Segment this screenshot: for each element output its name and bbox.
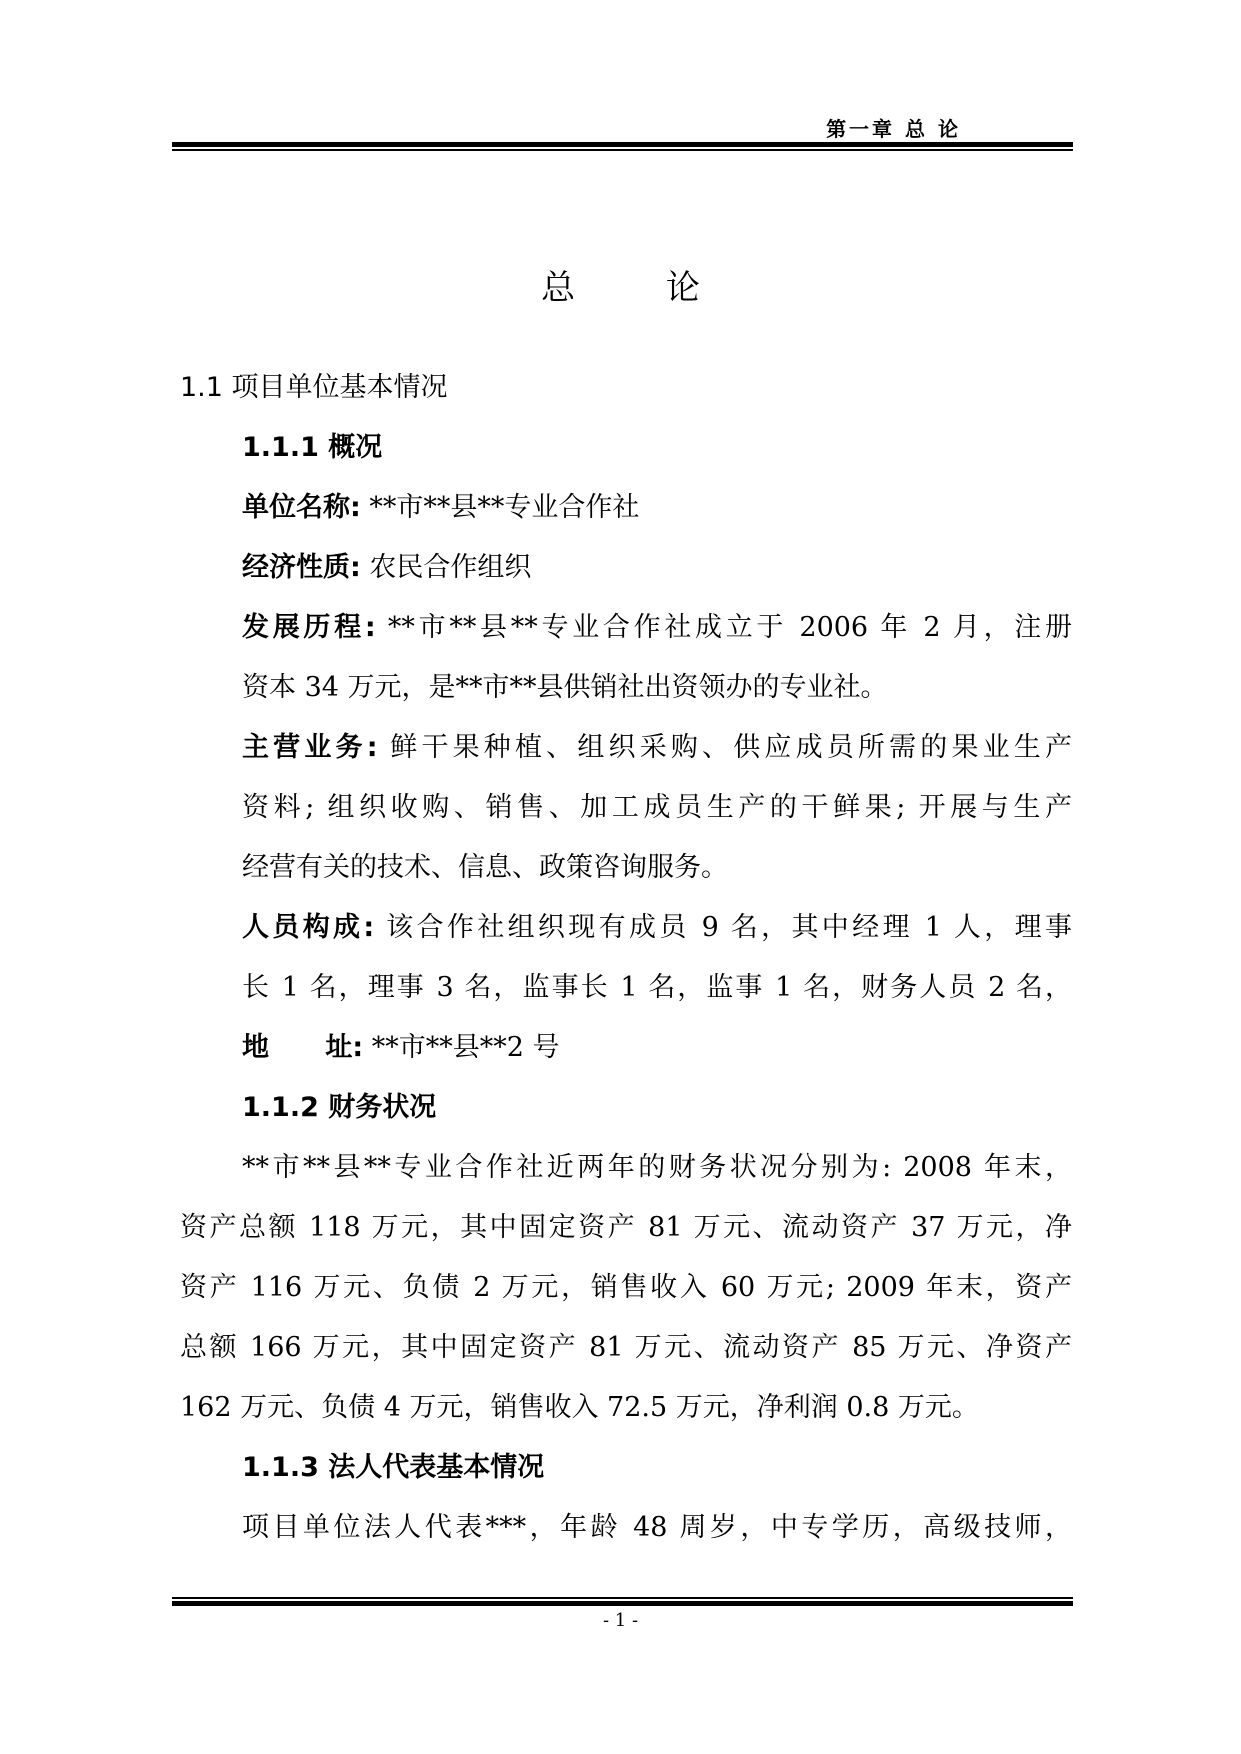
subsection-heading-1-1-1: 1.1.1 概况 xyxy=(242,432,383,463)
paragraph-line: **市**县**专业合作社近两年的财务状况分别为: 2008 年末， xyxy=(242,1152,1072,1183)
field-label: 经济性质: xyxy=(242,552,361,583)
page-number: - 1 - xyxy=(602,1610,639,1631)
footer-rule-thick xyxy=(172,1601,1073,1606)
field-main-business-line-3: 经营有关的技术、信息、政策咨询服务。 xyxy=(242,852,728,883)
paragraph-line: 项目单位法人代表***，年龄 48 周岁，中专学历，高级技师， xyxy=(242,1512,1072,1543)
field-economic-nature xyxy=(180,538,1072,598)
field-history-line-1 xyxy=(180,598,1072,658)
field-value: **市**县**专业合作社成立于 2006 年 2 月，注册 xyxy=(375,612,1072,643)
footer-rule-thin xyxy=(172,1597,1073,1599)
field-main-business-line-1 xyxy=(180,718,1072,778)
field-label: 主营业务: xyxy=(242,732,378,763)
field-label: 人员构成: xyxy=(242,912,375,943)
field-unit-name xyxy=(180,478,1072,538)
field-label: 发展历程: xyxy=(242,612,376,643)
field-label: 地 址: xyxy=(242,1032,364,1063)
field-value: 鲜干果种植、组织采购、供应成员所需的果业生产 xyxy=(377,732,1072,763)
paragraph-line: 总额 166 万元，其中固定资产 81 万元、流动资产 85 万元、净资产 xyxy=(180,1332,1072,1363)
field-history-line-2: 资本 34 万元，是**市**县供销社出资领办的专业社。 xyxy=(242,672,888,703)
document-body xyxy=(180,358,1072,1558)
header-rule-thin xyxy=(172,149,1073,151)
paragraph-line: 162 万元、负债 4 万元，销售收入 72.5 万元，净利润 0.8 万元。 xyxy=(180,1392,979,1423)
running-header-chapter-title: 第一章 总 论 xyxy=(826,117,961,141)
paragraph-line: 资产总额 118 万元，其中固定资产 81 万元、流动资产 37 万元，净 xyxy=(180,1212,1072,1243)
field-main-business-line-2: 资料; 组织收购、销售、加工成员生产的干鲜果; 开展与生产 xyxy=(242,792,1072,823)
subsection-heading-1-1-2: 1.1.2 财务状况 xyxy=(242,1092,437,1123)
field-label: 单位名称: xyxy=(242,492,361,523)
field-value: **市**县**2 号 xyxy=(363,1032,560,1063)
section-heading-1-1: 1.1 项目单位基本情况 xyxy=(180,372,448,403)
field-value: **市**县**专业合作社 xyxy=(360,492,640,523)
field-staff-line-2: 长 1 名，理事 3 名，监事长 1 名，监事 1 名，财务人员 2 名， xyxy=(242,972,1072,1003)
field-address xyxy=(180,1018,1072,1078)
subsection-heading-1-1-3: 1.1.3 法人代表基本情况 xyxy=(242,1452,545,1483)
paragraph-line: 资产 116 万元、负债 2 万元，销售收入 60 万元; 2009 年末，资产 xyxy=(180,1272,1072,1303)
field-value: 该合作社组织现有成员 9 名，其中经理 1 人，理事 xyxy=(374,912,1072,943)
header-rule-thick xyxy=(172,142,1073,147)
page-title: 总 论 xyxy=(541,268,740,308)
field-staff-line-1 xyxy=(180,898,1072,958)
field-value: 农民合作组织 xyxy=(360,552,532,583)
